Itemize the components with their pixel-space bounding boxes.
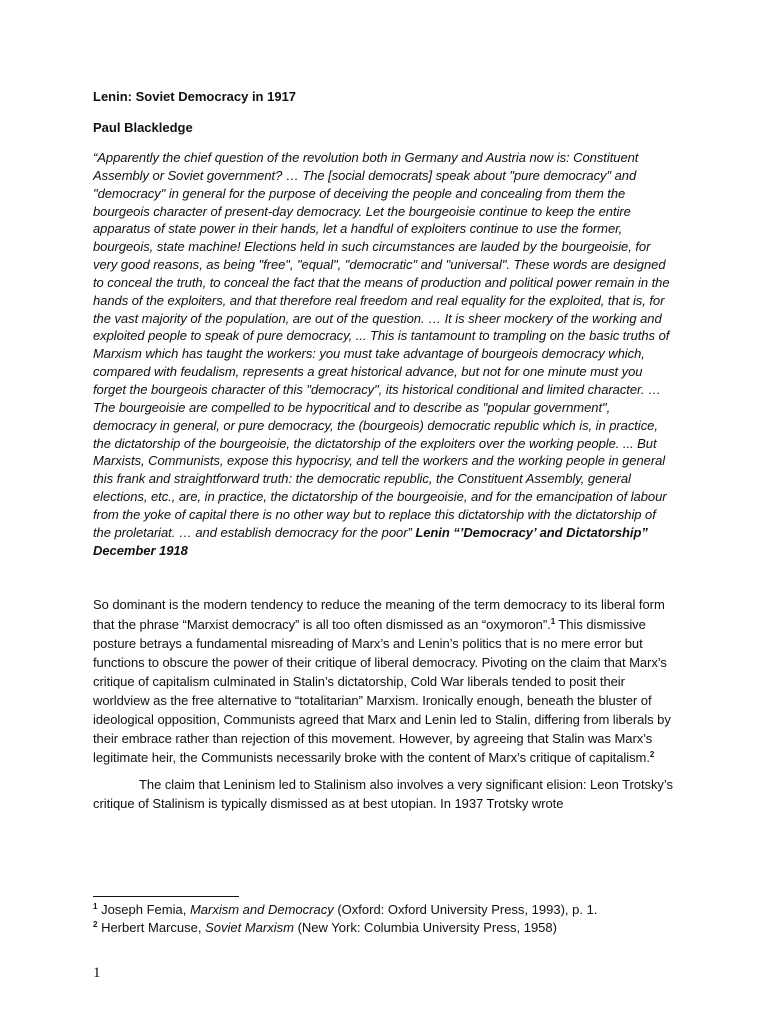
body-paragraph-2: The claim that Leninism led to Stalinism also involves a very significant elision: Leon Trotsky’s critique of Stalinism is typically dismissed as at best utopian. In 1937 Trotsky wrote [93, 777, 673, 812]
document-title: Lenin: Soviet Democracy in 1917 [93, 89, 297, 104]
footnote-ref-1[interactable]: 1 [550, 616, 556, 626]
footnote-separator [93, 896, 239, 897]
footnote-1 [93, 901, 693, 919]
epigraph-citation: Lenin “’Democracy’ and Dictatorship” December 1918 [93, 524, 648, 558]
footnote-number-1: 1 [93, 902, 98, 911]
paragraph-1-part-1: So dominant is the modern tendency to reduce the meaning of the term democracy to its liberal form that the phrase “Marxist democracy” is all too often dismissed as an “oxymoron”. [93, 597, 665, 632]
footnote-2 [93, 919, 693, 937]
page-number: 1 [93, 965, 101, 981]
footnote-1-details: (Oxford: Oxford University Press, 1993), p. 1. [333, 902, 598, 917]
footnote-2-details: (New York: Columbia University Press, 1958) [293, 920, 557, 935]
footnote-number-2: 2 [93, 920, 98, 929]
paragraph-1-part-2: This dismissive posture betrays a fundamental misreading of Marx’s and Lenin’s politics that is no mere error but functions to obscure the power of their critique of liberal democracy. Pivoting on the claim that Marx’s critique of capitalism culminated in Stalin’s dictatorship, Cold War liberals tended to posit their worldview as the free alternative to “totalitarian” Marxism. Ironically enough, beneath the bluster of ideological opposition, Communists agreed that Marx and Lenin led to Stalin, differing from liberals by their embrace rather than rejection of this movement. However, by agreeing that Stalin was Marx’s legitimate heir, the Communists necessarily broke with the content of Marx’s critique of capitalism. [93, 616, 671, 766]
footnote-1-book-title: Marxism and Democracy [189, 902, 334, 917]
document-body [93, 88, 675, 813]
body-paragraph-1 [93, 595, 675, 767]
epigraph-quote [93, 149, 675, 559]
document-author: Paul Blackledge [93, 120, 193, 135]
footnotes [93, 901, 693, 937]
epigraph-text: “Apparently the chief question of the revolution both in Germany and Austria now is: Constituent Assembly or Soviet government? … The [social democrats] speak about "pure democracy" and "democracy" in general for the purpose of deceiving the people and concealing from them the bourgeois character of present-day democracy. Let the bourgeoisie continue to keep the entire apparatus of state power in their hands, let a handful of exploiters continue to use the former, bourgeois, state machine! Elections held in such circumstances are lauded by the bourgeoisie, for very good reasons, as being "free", "equal", "democratic" and "universal". These words are designed to conceal the truth, to conceal the fact that the means of production and political power remain in the hands of the exploiters, and that therefore real freedom and real equality for the exploited, that is, for the vast majority of the population, are out of the question. … It is sheer mockery of the working and exploited people to speak of pure democracy, ... This is tantamount to trampling on the basic truths of Marxism which has taught the workers: you must take advantage of bourgeois democracy which, compared with feudalism, represents a great historical advance, but not for one minute must you forget the bourgeois character of this "democracy", its historical conditional and limited character. … The bourgeoisie are compelled to be hypocritical and to describe as "popular government", democracy in general, or pure democracy, the (bourgeois) democratic republic which is, in practice, the dictatorship of the bourgeoisie, the dictatorship of the exploiters over the working people. ... But Marxists, Communists, expose this hypocrisy, and tell the workers and the working people in general this frank and straightforward truth: the democratic republic, the Constituent Assembly, general elections, etc., are, in practice, the dictatorship of the bourgeoisie, and for the emancipation of labour from the yoke of capital there is no other way but to replace this dictatorship with the dictatorship of the proletariat. … and establish democracy for the poor” [93, 150, 670, 540]
footnote-ref-2[interactable]: 2 [649, 750, 655, 760]
footnote-1-lead: Joseph Femia, [97, 902, 190, 917]
footnote-2-book-title: Soviet Marxism [205, 920, 294, 935]
footnote-2-lead: Herbert Marcuse, [97, 920, 206, 935]
